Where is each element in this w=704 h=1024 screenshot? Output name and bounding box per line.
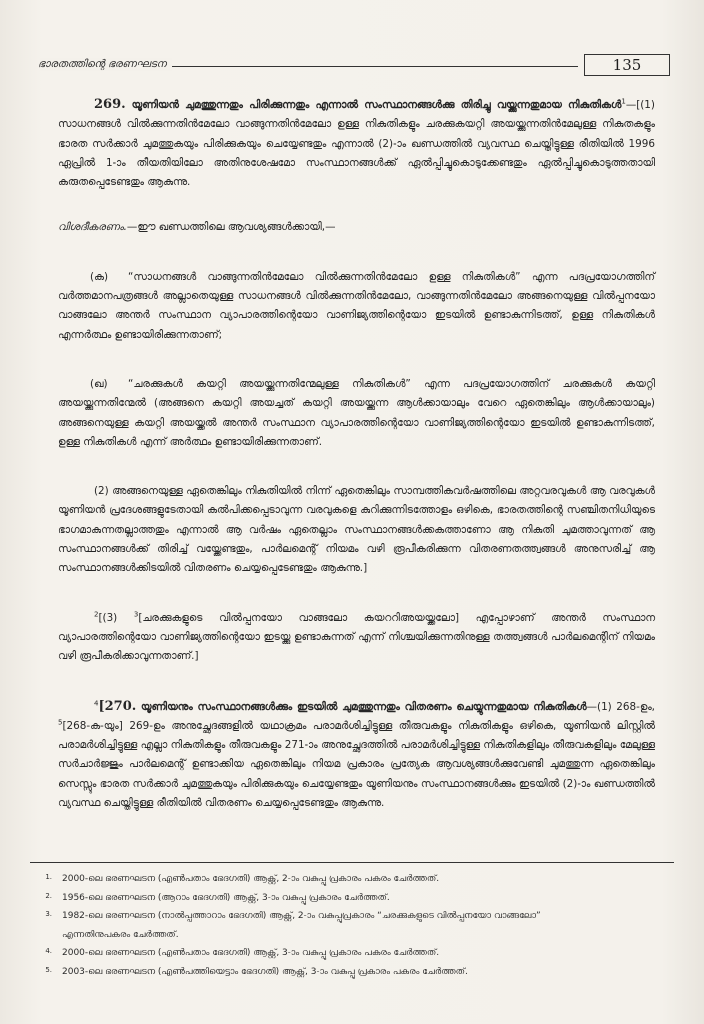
footnote-number: 4. (45, 947, 52, 955)
explanation-text: —ഈ ഖണ്ഡത്തിലെ ആവശ്യങ്ങൾക്കായി,— (126, 221, 336, 234)
footnote-mark: 5 (58, 718, 63, 727)
running-title: ഭാരതത്തിന്റെ ഭരണഘടന (38, 58, 172, 71)
spacer (58, 667, 655, 697)
explanation-label: വിശദീകരണം. (58, 221, 127, 234)
spacer (58, 452, 655, 482)
clause-a-paragraph (58, 268, 655, 345)
footnote-rule (30, 862, 674, 863)
footnote-mark: 1 (621, 97, 626, 106)
clause-a-mark: (ക) (90, 270, 109, 283)
page-number: 135 (584, 54, 670, 76)
article-number: [270. (98, 698, 137, 714)
article-heading: യൂണിയനും സംസ്ഥാനങ്ങൾക്കും ഇടയിൽ ചുമത്തുന്നതും വിതരണം ചെയ്യുന്നതുമായ നികുതികൾ (140, 700, 587, 713)
clause-b-paragraph (58, 375, 655, 452)
footnote-number: 5. (45, 965, 52, 974)
footnote (36, 963, 666, 982)
footnotes (36, 870, 666, 981)
footnote (36, 907, 666, 944)
spacer (58, 579, 655, 609)
clause-b-text: “ചരക്കുകൾ കയറ്റി അയയ്ക്കുന്നതിന്മേലുള്ള നികുതികൾ” എന്ന പദപ്രയോഗത്തിന് ചരക്കുകൾ കയറ്റി അയയ്ക്കുന്നതിന്മേൽ (അങ്ങനെ കയറ്റി അയച്ചത് കയറ്റി അയയ്ക്കുന്ന ആൾക്കായാലും വേറെ ഏതെങ്കിലും ആൾക്കായാലും) അങ്ങനെയുള്ള കയറ്റി അയയ്ക്കൽ അന്തർ സംസ്ഥാന വ്യാപാരത്തിന്റെയോ വാണിജ്യത്തിന്റെയോ ഇടയിൽ ഉണ്ടാകുന്നിടത്ത്, ഉള്ള നികുതികൾ എന്ന് അർത്ഥം ഉണ്ടായിരിക്കുന്നതാണ്. (58, 377, 655, 448)
article-270-paragraph (58, 697, 655, 814)
footnote (36, 889, 666, 908)
footnote-text: 2003-ലെ ഭരണഘടന (എൺപത്തിയെട്ടാം ഭേദഗതി) ആക്റ്റ്, 3-ാം വകുപ്പു പ്രകാരം പകരം ചേർത്തത്. (62, 966, 468, 977)
page-body (58, 95, 655, 813)
spacer (58, 238, 655, 268)
spacer (58, 192, 655, 218)
explanation-paragraph (58, 218, 655, 237)
article-heading: യൂണിയൻ ചുമത്തുന്നതും പിരിക്കുന്നതും എന്നാൽ സംസ്ഥാനങ്ങൾക്കു തിരിച്ചു വയ്ക്കുന്നതുമായ നികുതികൾ (131, 99, 622, 111)
footnote-mark: 3 (133, 610, 139, 619)
clause-b-mark: (ഖ) (90, 377, 108, 390)
clause-3-text-a: [(3) (98, 611, 134, 624)
footnote-text: 2000-ലെ ഭരണഘടന (എൺപതാം ഭേദഗതി) ആക്റ്റ്, 3-ാം വകുപ്പു പ്രകാരം പകരം ചേർത്തത്. (62, 948, 440, 958)
footnote (36, 944, 666, 963)
spacer (58, 345, 655, 375)
footnote-number: 2. (45, 891, 52, 900)
clause-3-text-b: [ചരക്കുകളുടെ വിൽപ്പനയോ വാങ്ങലോ കയററിഅയയ്ക്കലോ] എപ്പോഴാണ് അന്തർ സംസ്ഥാന വ്യാപാരത്തിന്റെയോ വാണിജ്യത്തിന്റെയോ ഇടയ്ക്കു ഉണ്ടാകുന്നത് എന്ന് നിശ്ചയിക്കുന്നതിനുള്ള തത്ത്വങ്ങൾ പാർലമെന്റിന് നിയമം വഴി രൂപീകരിക്കാവുന്നതാണ്.] (58, 611, 655, 663)
article-269-paragraph (58, 95, 655, 192)
article-text-a: —(1) 268-ഉം, (586, 700, 655, 713)
clause-a-text: “സാധനങ്ങൾ വാങ്ങുന്നതിൻമേലോ വിൽക്കുന്നതിൻമേലോ ഉള്ള നികുതികൾ” എന്ന പദപ്രയോഗത്തിന് വർത്തമാനപത്രങ്ങൾ അല്ലാതെയുള്ള സാധനങ്ങൾ വിൽക്കുന്നതിൻമേലോ, വാങ്ങുന്നതിൻമേലോ അങ്ങനെയുള്ള വിൽപ്പനയോ വാങ്ങലോ അന്തർ സംസ്ഥാന വ്യാപാരത്തിന്റെയോ വാണിജ്യത്തിന്റെയോ ഇടയിൽ ഉണ്ടാകുന്നിടത്ത്, ഉള്ള നികുതികൾ എന്നർത്ഥം ഉണ്ടായിരിക്കുന്നതാണ്; (58, 270, 655, 341)
clause-2-paragraph: (2) അങ്ങനെയുള്ള ഏതെങ്കിലും നികുതിയിൽ നിന്ന് ഏതെങ്കിലും സാമ്പത്തികവർഷത്തിലെ അറ്റവരവുകൾ ആ വരവുകൾ യൂണിയൻ പ്രദേശങ്ങളുടേതായി കൽപിക്കപ്പെടാവുന്ന വരവുകളെ കുറിക്കുന്നിടത്തോളം ഒഴികെ, ഭാരതത്തിന്റെ സഞ്ചിതനിധിയുടെ ഭാഗമാകുന്നതല്ലാത്തതും എന്നാൽ ആ വർഷം ഏതെല്ലാം സംസ്ഥാനങ്ങൾക്കകത്താണോ ആ നികുതി ചുമത്താവുന്നത് ആ സംസ്ഥാനങ്ങൾക്ക് തിരിച്ച് വയ്ക്കേണ്ടതും, പാർലമെന്റ് നിയമം വഴി രൂപീകരിക്കുന്ന വിതരണതത്ത്വങ്ങൾ അനുസരിച്ച് ആ സംസ്ഥാനങ്ങൾക്കിടയിൽ വിതരണം ചെയ്യപ്പെടേണ്ടതും ആകുന്നു.] (58, 485, 655, 575)
footnote-text: 2000-ലെ ഭരണഘടന (എൺപതാം ഭേദഗതി) ആക്റ്റ്, 2-ാം വകുപ്പു പ്രകാരം പകരം ചേർത്തത്. (62, 874, 440, 884)
footnote (36, 870, 666, 889)
article-text-b: [268-ക-യും] 269-ഉം അനുച്ഛേദങ്ങളിൽ യഥാക്രമം പരാമർശിച്ചിട്ടുള്ള തീരുവകളും നികുതികളും ഒഴികെ, യൂണിയൻ ലിസ്റ്റിൽ പരാമർശിച്ചിട്ടുള്ള എല്ലാ നികുതികളും തീരുവകളും 271-ാം അനുച്ഛേദത്തിൽ പരാമർശിച്ചിട്ടുള്ള നികുതികളിലും തീരുവകളിലും മേലുള്ള സർചാർജ്ജും പാർലമെന്റ് ഉണ്ടാക്കിയ ഏതെങ്കിലും നിയമ പ്രകാരം പ്രത്യേക ആവശ്യങ്ങൾക്കുവേണ്ടി ചുമത്തുന്ന ഏതെങ്കിലും സെസ്സും ഭാരത സർക്കാർ ചുമത്തുകയും പിരിക്കുകയും ചെയ്യേണ്ടതും യൂണിയനും സംസ്ഥാനങ്ങൾക്കും ഇടയിൽ (2)-ാം ഖണ്ഡത്തിൽ വ്യവസ്ഥ ചെയ്തിട്ടുള്ള രീതിയിൽ വിതരണം ചെയ്യപ്പെടേണ്ടതും ആകുന്നു. (58, 719, 655, 810)
footnote-text-continued: എന്നതിനുപകരം ചേർത്തത്. (62, 929, 179, 940)
footnote-text: 1982-ലെ ഭരണഘടന (നാൽപ്പത്താറാം ഭേദഗതി) ആക്റ്റ്, 2-ാം വകുപ്പുപ്രകാരം “ചരക്കുകളുടെ വിൽപ്പനയോ വാങ്ങലോ” (62, 911, 541, 921)
article-number: 269. (94, 97, 126, 112)
page-header (30, 54, 676, 84)
footnote-mark: 2 (94, 610, 99, 619)
footnote-text: 1956-ലെ ഭരണഘടന (ആറാം ഭേദഗതി) ആക്റ്റ്, 3-ാം വകുപ്പു പ്രകാരം ചേർത്തത്. (62, 892, 390, 903)
clause-3-paragraph (58, 609, 655, 667)
footnote-number: 1. (45, 873, 52, 881)
article-text: —[(1) സാധനങ്ങൾ വിൽക്കുന്നതിൻമേലോ വാങ്ങുന്നതിൻമേലോ ഉള്ള നികുതികളും ചരക്കുകയറ്റി അയയ്ക്കുന്നതിൻമേലുള്ള നികുതകളും ഭാരത സർക്കാർ ചുമത്തുകയും പിരിക്കുകയും ചെയ്യേണ്ടതും എന്നാൽ (2)-ാം ഖണ്ഡത്തിൽ വ്യവസ്ഥ ചെയ്തിട്ടുള്ള രീതിയിൽ 1996 ഏപ്രിൽ 1-ാം തീയതിയിലോ അതിനുശേഷമോ സംസ്ഥാനങ്ങൾക്ക് ഏൽപ്പിച്ചുകൊടുക്കേണ്ടതും ഏൽപ്പിച്ചുകൊടുത്തതായി കരുതപ്പെടേണ്ടതും ആകുന്നു. (58, 99, 655, 189)
footnote-number: 3. (45, 910, 52, 918)
footnote-mark: 4 (94, 699, 99, 708)
